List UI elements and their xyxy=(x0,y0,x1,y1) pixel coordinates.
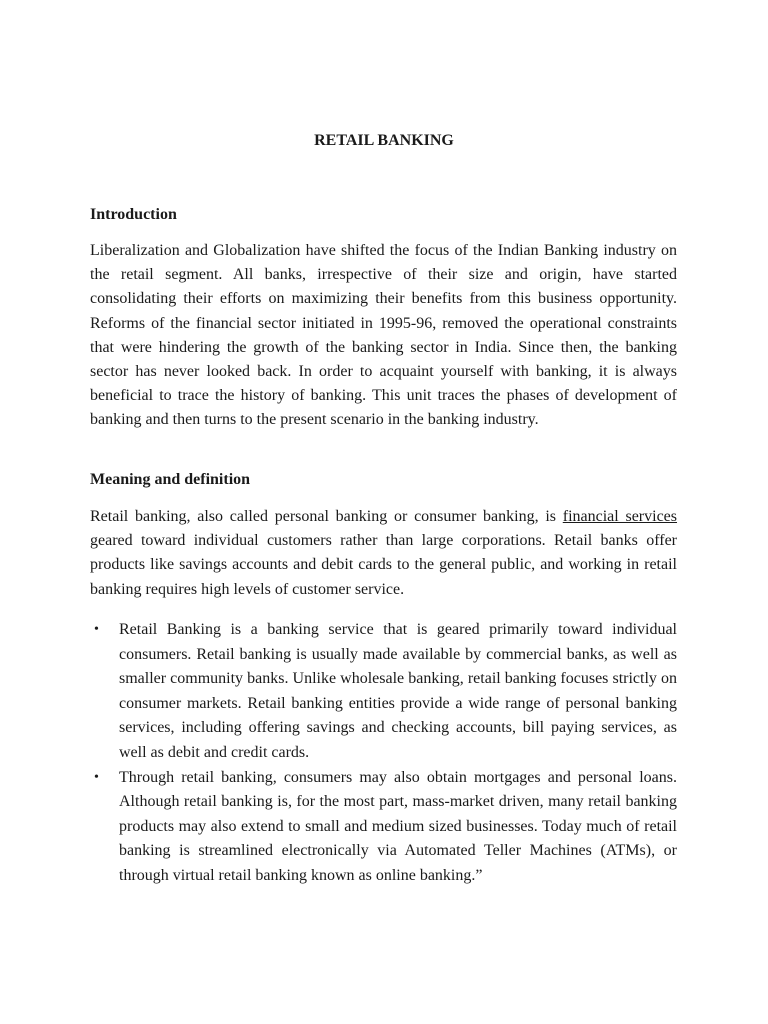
meaning-text-end: geared toward individual customers rather than large corporations. Retail banks offer products like savings accounts and debit cards to the general public, and working in retail banking requires high levels of customer service. xyxy=(90,532,677,598)
meaning-heading: Meaning and definition xyxy=(90,471,251,488)
bullet-icon: • xyxy=(94,622,99,637)
meaning-paragraph xyxy=(90,505,677,602)
bullet-text: Through retail banking, consumers may also obtain mortgages and personal loans. Although retail banking is, for the most part, mass-market driven, many retail banking products may also extend to small and medium sized businesses. Today much of retail banking is streamlined electronically via Automated Teller Machines (ATMs), or through virtual retail banking known as online banking.” xyxy=(119,768,677,884)
meaning-text-start: Retail banking, also called personal banking or consumer banking, is xyxy=(90,508,563,525)
bullet-icon: • xyxy=(94,769,99,785)
financial-services-link[interactable]: financial services xyxy=(562,508,678,525)
introduction-heading: Introduction xyxy=(90,206,177,223)
bullet-list xyxy=(90,618,677,889)
list-item xyxy=(90,618,677,766)
bullet-text: Retail Banking is a banking service that is geared primarily toward individual consumers. Retail banking is usually made available by commercial banks, as well as smaller community banks. Unlike wholesale banking, retail banking focuses strictly on consumer markets. Retail banking entities provide a wide range of personal banking services, including offering savings and checking accounts, bill paying services, as well as debit and credit cards. xyxy=(119,621,677,761)
document-title: RETAIL BANKING xyxy=(314,132,454,149)
list-item xyxy=(90,766,677,889)
introduction-paragraph: Liberalization and Globalization have shifted the focus of the Indian Banking industry on the retail segment. All banks, irrespective of their size and origin, have started consolidating their efforts on maximizing their benefits from this business opportunity. Reforms of the financial sector initiated in 1995-96, removed the operational constraints that were hindering the growth of the banking sector in India. Since then, the banking sector has never looked back. In order to acquaint yourself with banking, it is always beneficial to trace the history of banking. This unit traces the phases of development of banking and then turns to the present scenario in the banking industry. xyxy=(90,242,677,429)
